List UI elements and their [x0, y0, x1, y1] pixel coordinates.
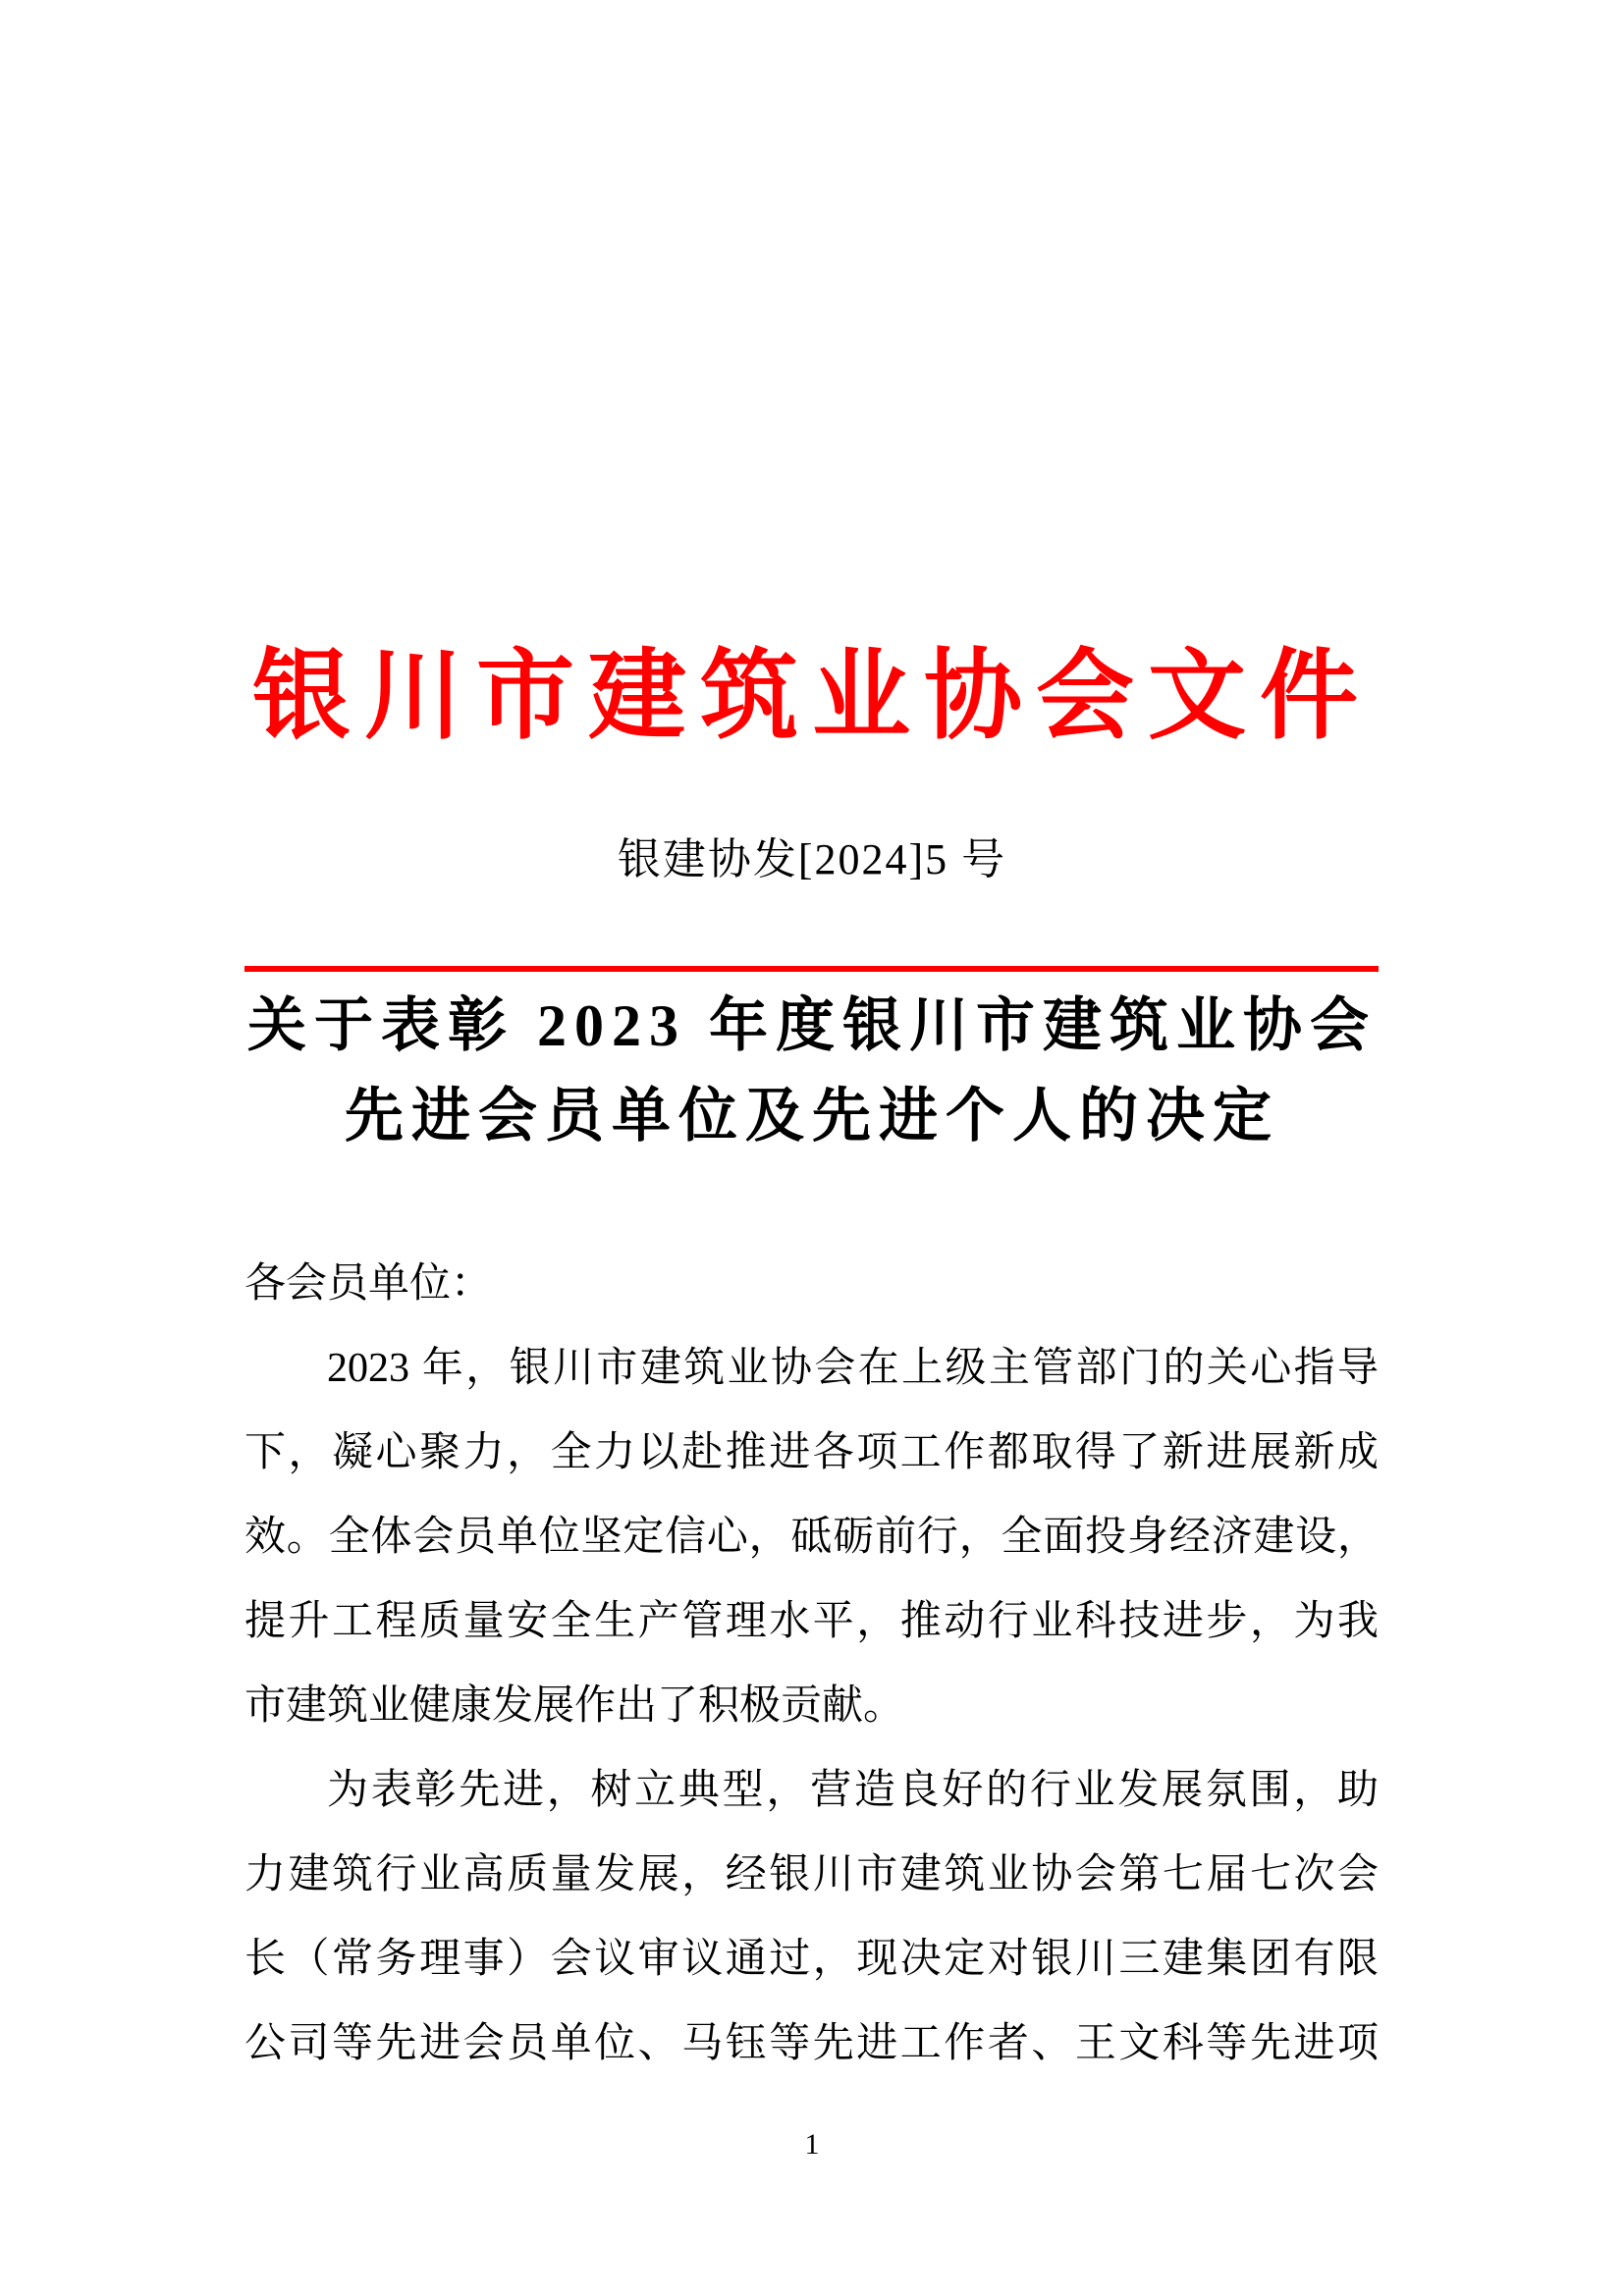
document-title-line1: 关于表彰 2023 年度银川市建筑业协会 — [247, 993, 1377, 1058]
body-line: 提升工程质量安全生产管理水平，推动行业科技进步，为我 — [244, 1599, 1379, 1644]
salutation: 各会员单位： — [244, 1261, 493, 1307]
document-number: 银建协发[2024]5 号 — [617, 835, 1007, 883]
body-line: 市建筑业健康发展作出了积极贡献。 — [244, 1683, 905, 1729]
body-line: 力建筑行业高质量发展，经银川市建筑业协会第七届七次会 — [244, 1852, 1379, 1897]
body-line: 下，凝心聚力，全力以赴推进各项工作都取得了新进展新成 — [244, 1430, 1379, 1475]
body-line: 为表彰先进，树立典型，营造良好的行业发展氛围，助 — [327, 1768, 1379, 1813]
red-header-title: 银川市建筑业协会文件 — [252, 642, 1372, 751]
document-title — [0, 981, 1624, 1161]
body-line: 长（常务理事）会议审议通过，现决定对银川三建集团有限 — [244, 1937, 1379, 1982]
body-line: 效。全体会员单位坚定信心，砥砺前行，全面投身经济建设， — [244, 1515, 1379, 1560]
body-line: 公司等先进会员单位、马钰等先进工作者、王文科等先进项 — [244, 2021, 1379, 2066]
document-title-line2: 先进会员单位及先进个人的决定 — [345, 1084, 1279, 1148]
document-body — [244, 1242, 1379, 2086]
body-line: 2023 年，银川市建筑业协会在上级主管部门的关心指导 — [327, 1346, 1379, 1391]
page-number: 1 — [804, 2128, 820, 2161]
red-divider-line — [244, 966, 1379, 972]
